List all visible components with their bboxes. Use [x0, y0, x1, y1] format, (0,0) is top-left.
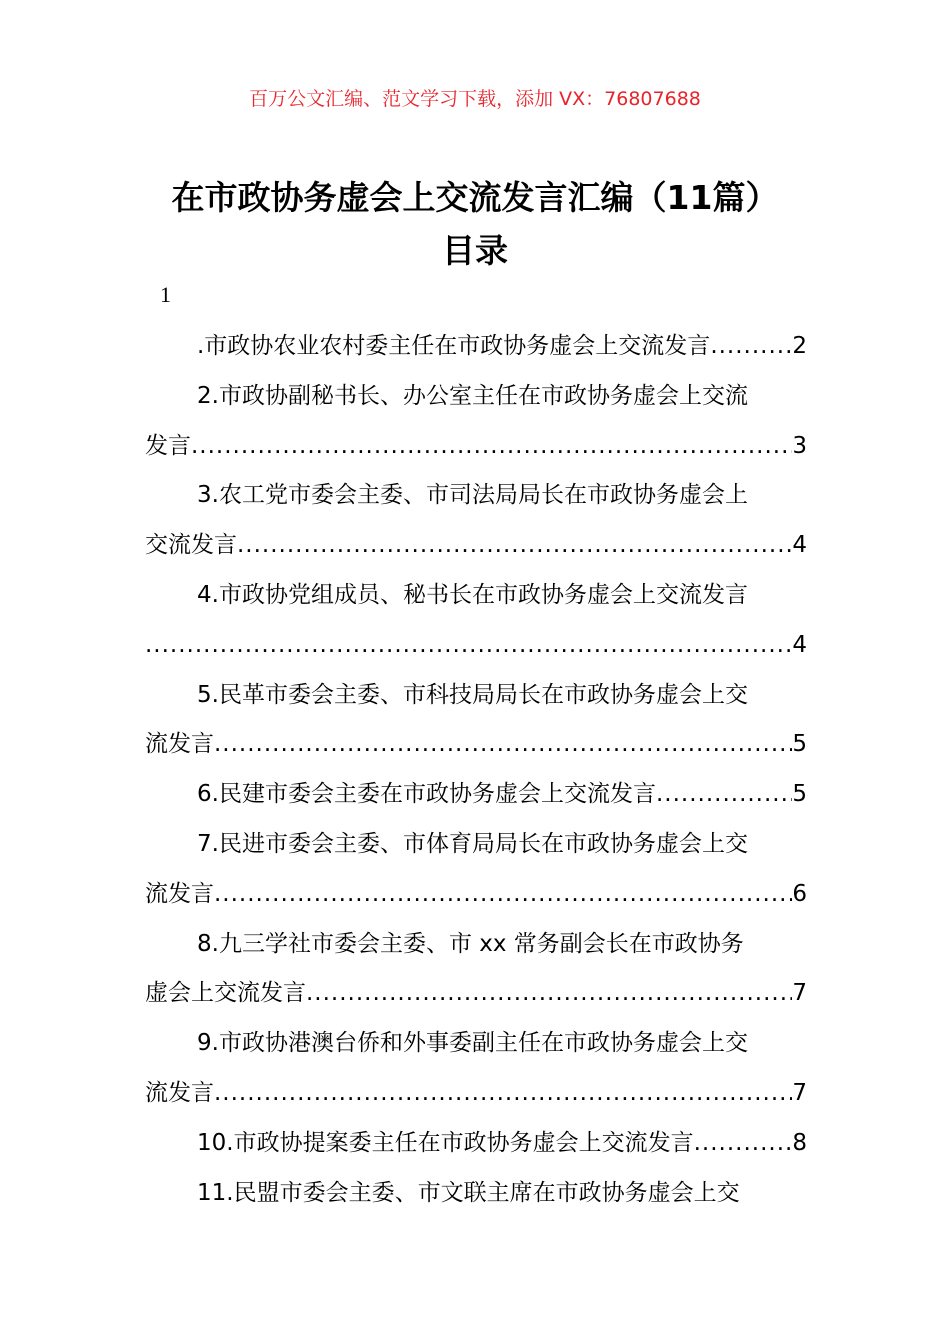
dot-leader [214, 870, 792, 920]
toc-page-number: 4 [792, 532, 807, 559]
toc-heading: 目录 [442, 231, 508, 270]
toc-entry-text: 流发言 [145, 1079, 214, 1106]
toc-entry-line[interactable] [145, 521, 807, 571]
dot-leader [656, 770, 792, 820]
toc-entry-text: 3.农工党市委会主委、市司法局局长在市政协务虚会上 [197, 482, 748, 509]
table-of-contents [145, 322, 807, 1218]
toc-page-number: 7 [792, 1079, 807, 1106]
toc-entry-line[interactable] [145, 571, 807, 621]
toc-entry-text: 流发言 [145, 880, 214, 907]
toc-entry-text: 10.市政协提案委主任在市政协务虚会上交流发言 [197, 1129, 694, 1156]
dot-leader [145, 621, 792, 671]
toc-entry-line[interactable] [145, 1019, 807, 1069]
toc-entry-line[interactable] [145, 969, 807, 1019]
toc-entry-line[interactable] [145, 1069, 807, 1119]
dot-leader [191, 422, 792, 472]
dot-leader [306, 969, 792, 1019]
toc-entry-line[interactable] [145, 870, 807, 920]
toc-entry-line[interactable] [145, 1119, 807, 1169]
dot-leader [710, 322, 792, 372]
toc-entry-text: 交流发言 [145, 532, 237, 559]
dot-leader [214, 720, 792, 770]
toc-page-number: 8 [792, 1129, 807, 1156]
dot-leader [694, 1119, 793, 1169]
toc-entry-line[interactable] [145, 322, 807, 372]
toc-entry-line[interactable] [145, 471, 807, 521]
dot-leader [214, 1069, 792, 1119]
toc-entry-line[interactable] [145, 920, 807, 970]
toc-entry-line[interactable] [145, 621, 807, 671]
toc-entry-text: 4.市政协党组成员、秘书长在市政协务虚会上交流发言 [197, 581, 748, 608]
entry-number: 1 [160, 282, 171, 307]
watermark-header: 百万公文汇编、范文学习下载，添加 VX：76807688 [249, 88, 701, 110]
toc-entry-text: 2.市政协副秘书长、办公室主任在市政协务虚会上交流 [197, 382, 748, 409]
toc-page-number: 5 [792, 731, 807, 758]
toc-page-number: 4 [792, 631, 807, 658]
toc-entry-text: 发言 [145, 432, 191, 459]
toc-entry-text: 流发言 [145, 731, 214, 758]
toc-entry-line[interactable] [145, 372, 807, 422]
toc-entry-text: 7.民进市委会主委、市体育局局长在市政协务虚会上交 [197, 830, 748, 857]
toc-entry-line[interactable] [145, 820, 807, 870]
toc-entry-line[interactable] [145, 770, 807, 820]
toc-entry-text: 8.九三学社市委会主委、市 xx 常务副会长在市政协务 [197, 930, 744, 957]
toc-page-number: 5 [792, 781, 807, 808]
toc-entry-line[interactable] [145, 422, 807, 472]
toc-page-number: 2 [792, 333, 807, 359]
toc-entry-text: 11.民盟市委会主委、市文联主席在市政协务虚会上交 [197, 1179, 740, 1206]
toc-entry-text: 9.市政协港澳台侨和外事委副主任在市政协务虚会上交 [197, 1030, 748, 1057]
toc-entry-text: 虚会上交流发言 [145, 980, 306, 1007]
toc-entry-text: .市政协农业农村委主任在市政协务虚会上交流发言 [197, 333, 711, 359]
toc-page-number: 3 [792, 432, 807, 459]
document-title: 在市政协务虚会上交流发言汇编（11篇） [171, 178, 779, 217]
toc-entry-text: 6.民建市委会主委在市政协务虚会上交流发言 [197, 781, 656, 808]
toc-page-number: 7 [792, 980, 807, 1007]
toc-entry-line[interactable] [145, 671, 807, 721]
dot-leader [237, 521, 792, 571]
toc-entry-text: 5.民革市委会主委、市科技局局长在市政协务虚会上交 [197, 681, 748, 708]
toc-entry-line[interactable] [145, 720, 807, 770]
toc-entry-line[interactable] [145, 1169, 807, 1219]
toc-page-number: 6 [792, 880, 807, 907]
